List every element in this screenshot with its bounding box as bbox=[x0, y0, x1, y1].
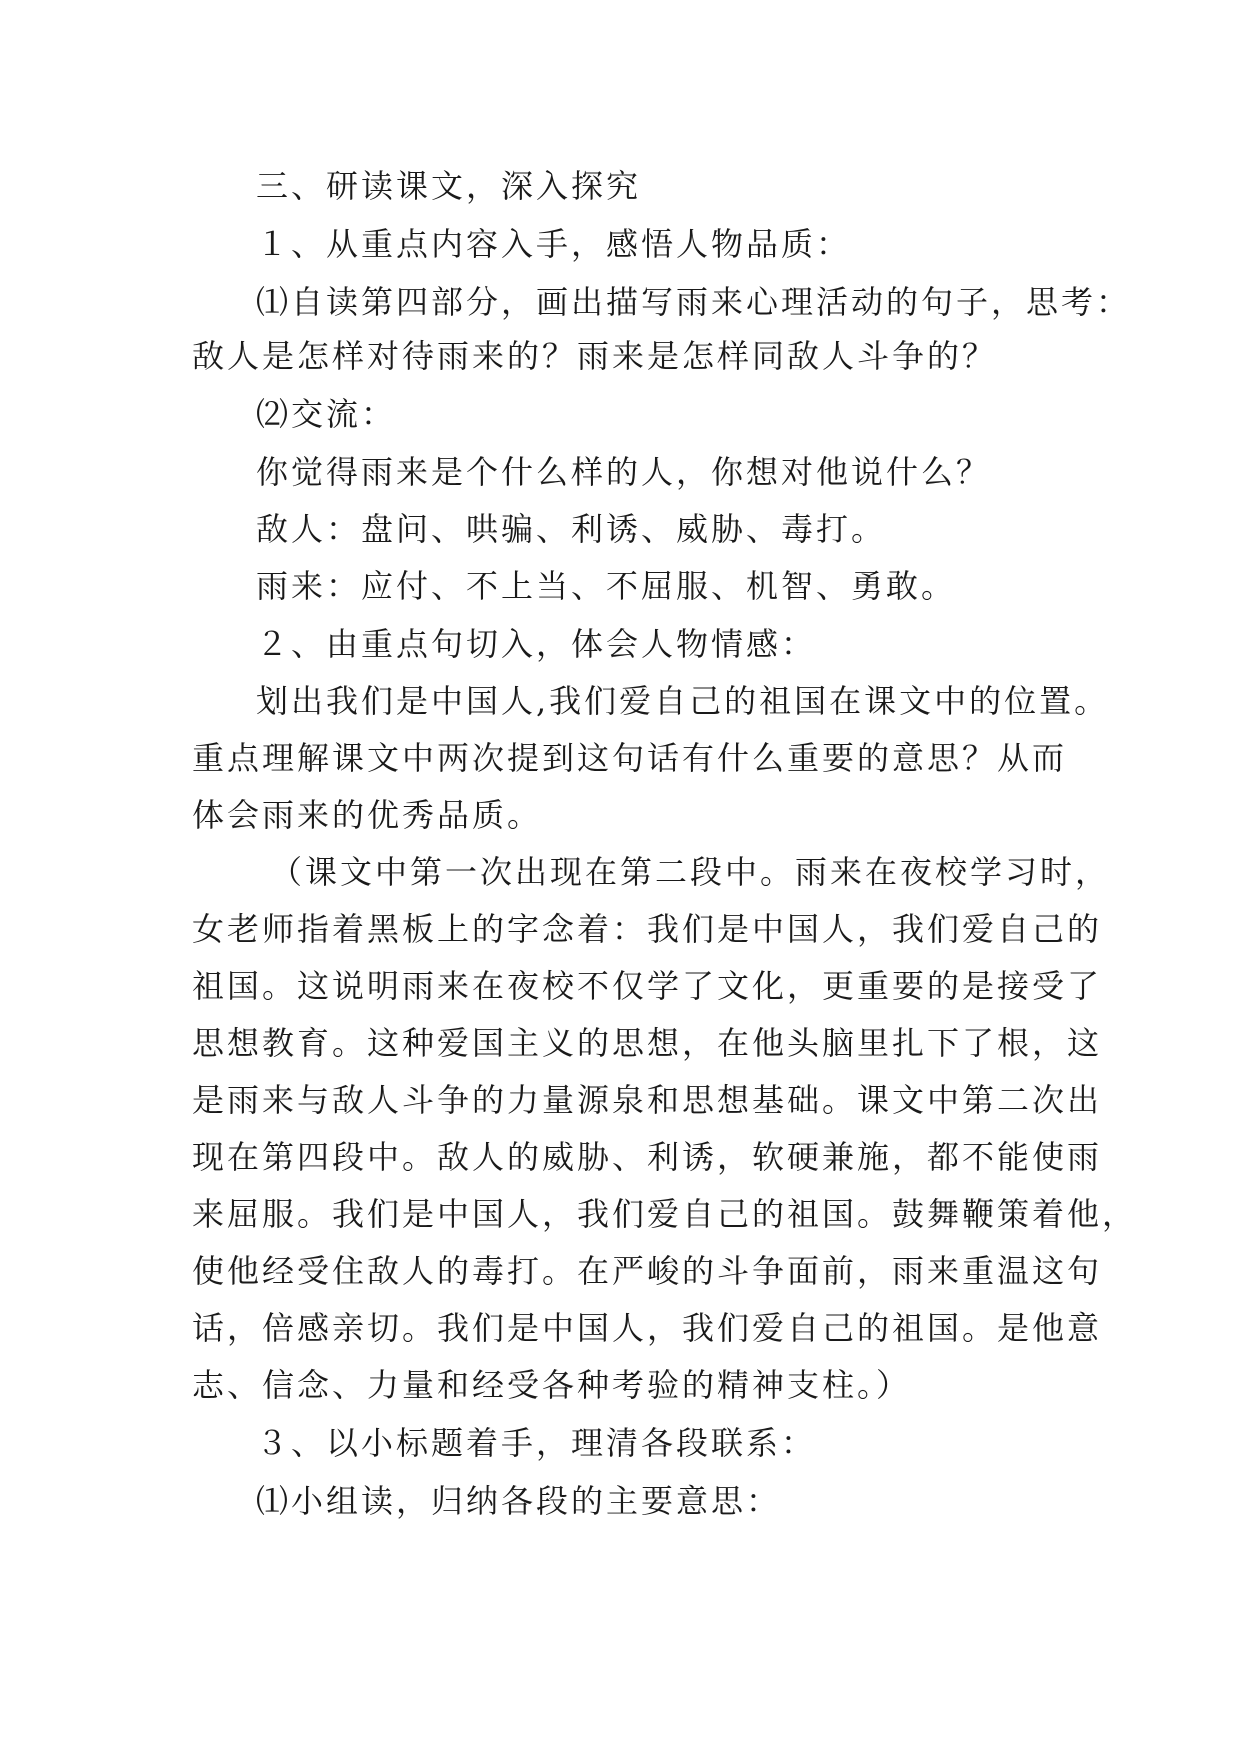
text-line: ⑴自读第四部分，画出描写雨来心理活动的句子，思考： bbox=[256, 283, 1132, 321]
text-line: 你觉得雨来是个什么样的人，你想对他说什么？ bbox=[256, 453, 992, 491]
text-line: 体会雨来的优秀品质。 bbox=[192, 796, 543, 834]
section-heading: 三、研读课文，深入探究 bbox=[256, 167, 642, 205]
subheading-1: １、从重点内容入手，感悟人物品质： bbox=[256, 225, 852, 263]
subheading-2: ２、由重点句切入，体会人物情感： bbox=[256, 625, 817, 663]
text-line: 重点理解课文中两次提到这句话有什么重要的意思？从而 bbox=[192, 739, 1068, 777]
text-line: 敌人是怎样对待雨来的？雨来是怎样同敌人斗争的？ bbox=[192, 337, 998, 375]
text-line: 思想教育。这种爱国主义的思想，在他头脑里扎下了根，这 bbox=[192, 1024, 1103, 1062]
text-line: 是雨来与敌人斗争的力量源泉和思想基础。课文中第二次出 bbox=[192, 1081, 1103, 1119]
text-line: （课文中第一次出现在第二段中。雨来在夜校学习时， bbox=[270, 853, 1111, 891]
text-line: 敌人：盘问、哄骗、利诱、威胁、毒打。 bbox=[256, 510, 887, 548]
text-line: 雨来：应付、不上当、不屈服、机智、勇敢。 bbox=[256, 567, 957, 605]
text-line: 使他经受住敌人的毒打。在严峻的斗争面前，雨来重温这句 bbox=[192, 1252, 1103, 1290]
text-line: 现在第四段中。敌人的威胁、利诱，软硬兼施，都不能使雨 bbox=[192, 1138, 1103, 1176]
text-line: 女老师指着黑板上的字念着：我们是中国人，我们爱自己的 bbox=[192, 910, 1103, 948]
text-line: 祖国。这说明雨来在夜校不仅学了文化，更重要的是接受了 bbox=[192, 967, 1103, 1005]
text-line: 志、信念、力量和经受各种考验的精神支柱。） bbox=[192, 1366, 912, 1404]
subheading-3: ３、以小标题着手，理清各段联系： bbox=[256, 1424, 817, 1462]
text-line: 来屈服。我们是中国人，我们爱自己的祖国。鼓舞鞭策着他， bbox=[192, 1195, 1138, 1233]
text-line: ⑵交流： bbox=[256, 395, 397, 433]
text-line: 话，倍感亲切。我们是中国人，我们爱自己的祖国。是他意 bbox=[192, 1309, 1103, 1347]
text-line: ⑴小组读，归纳各段的主要意思： bbox=[256, 1482, 782, 1520]
text-line: 划出我们是中国人,我们爱自己的祖国在课文中的位置。 bbox=[256, 682, 1110, 720]
